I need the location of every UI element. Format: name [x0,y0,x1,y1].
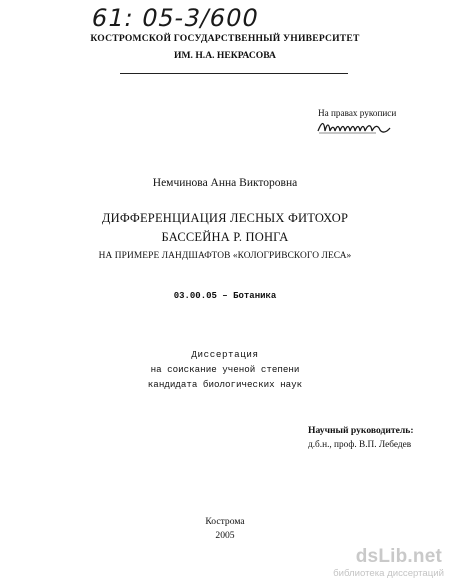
header-divider [120,73,348,74]
year: 2005 [215,530,235,541]
handwritten-archive-code: 61: 05-3/600 [89,4,262,32]
thesis-title-line2: БАССЕЙНА Р. ПОНГА [161,230,289,244]
watermark-logo: dsLib.net [355,546,442,567]
university-name: КОСТРОМСКОЙ ГОСУДАРСТВЕННЫЙ УНИВЕРСИТЕТ [90,33,360,44]
watermark-tagline: библиотека диссертаций [333,568,444,579]
specialty-code: 03.00.05 – Ботаника [173,291,277,301]
manuscript-rights-label: На правах рукописи [318,108,397,118]
signature-image [316,119,396,135]
supervisor-label: Научный руководитель: [308,425,414,436]
watermark [328,546,448,580]
dissertation-label: Диссертация [191,349,259,360]
city: Кострома [205,516,245,527]
degree-line: на соискание ученой степени [150,364,300,375]
supervisor-name: д.б.н., проф. В.П. Лебедев [308,440,412,450]
thesis-title-line1: ДИФФЕРЕНЦИАЦИЯ ЛЕСНЫХ ФИТОХОР [101,211,349,225]
author-name: Немчинова Анна Викторовна [152,177,298,189]
thesis-subtitle: НА ПРИМЕРЕ ЛАНДШАФТОВ «КОЛОГРИВСКОГО ЛЕСА» [98,251,352,261]
university-named-after: ИМ. Н.А. НЕКРАСОВА [174,50,276,61]
degree-field-line: кандидата биологических наук [147,379,303,390]
